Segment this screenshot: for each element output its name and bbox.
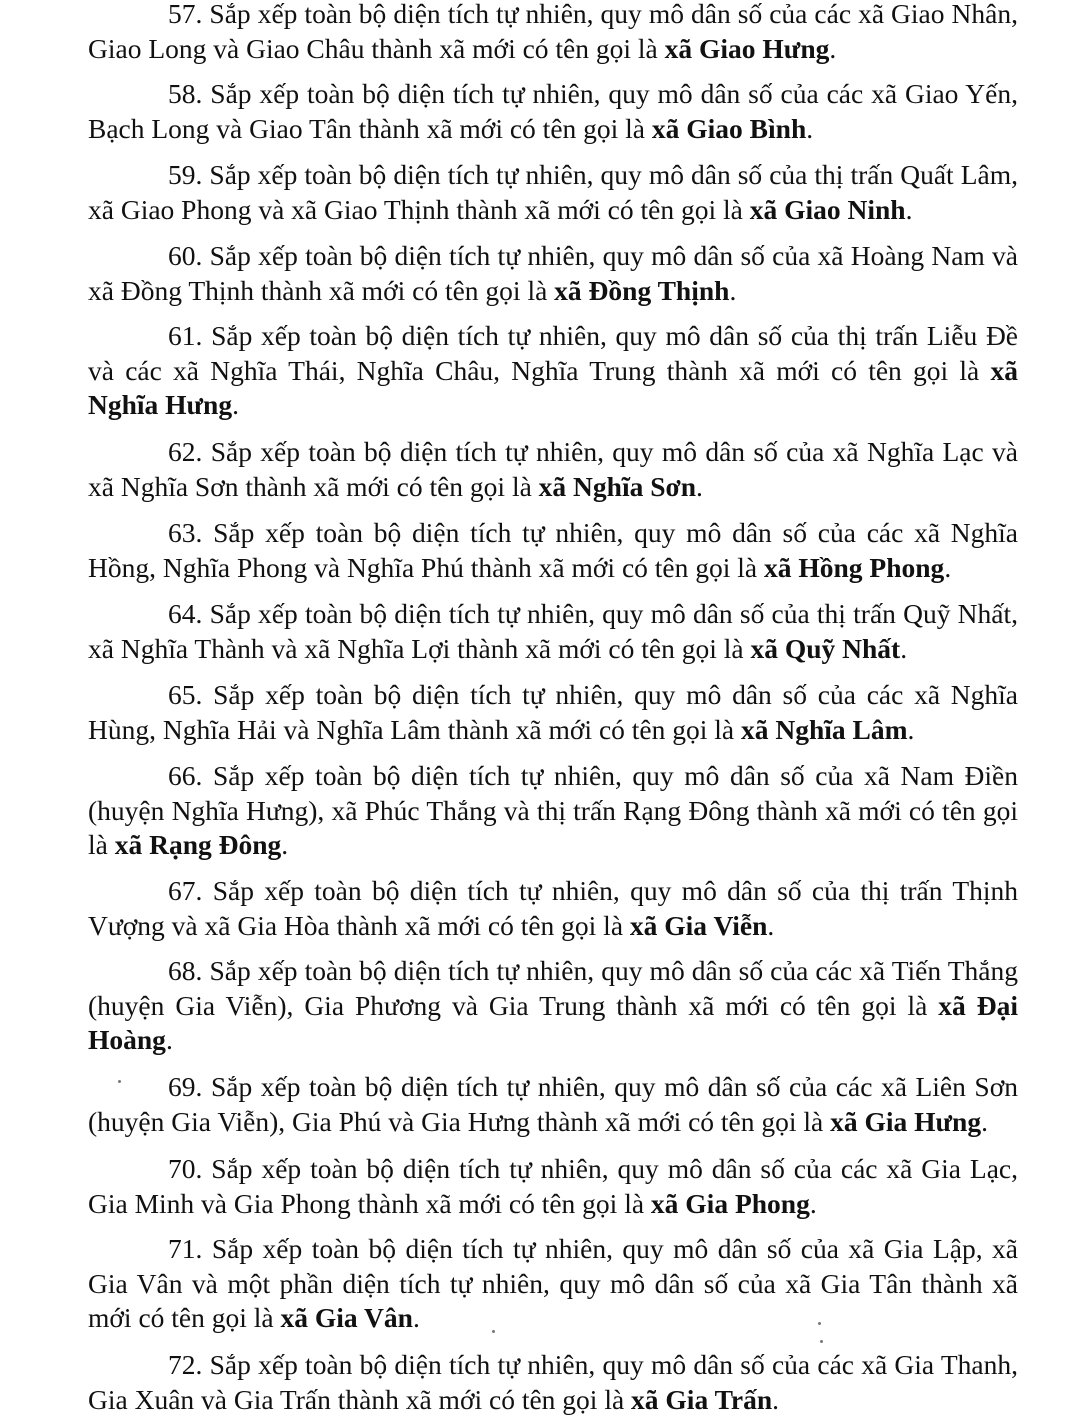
- paragraph-number: 72.: [168, 1349, 203, 1380]
- commune-name: xã Rạng Đông: [114, 829, 282, 860]
- commune-name: xã Nghĩa Sơn: [538, 470, 697, 502]
- paragraph-text: Sắp xếp toàn bộ diện tích tự nhiên, quy mô dân số của thị trấn Quỹ Nhất, xã Nghĩa Thành và xã Nghĩa Lợi thành xã mới có tên gọi là: [88, 598, 1019, 664]
- commune-name: xã Hồng Phong: [763, 551, 945, 583]
- paragraph-65: 65. Sắp xếp toàn bộ diện tích tự nhiên, quy mô dân số của các xã Nghĩa Hùng, Nghĩa Hải và Nghĩa Lâm thành xã mới có tên gọi là xã Nghĩa Lâm.: [88, 679, 1019, 745]
- paragraph-58: 58. Sắp xếp toàn bộ diện tích tự nhiên, quy mô dân số của các xã Giao Yến, Bạch Long và Giao Tân thành xã mới có tên gọi là xã Giao Bình.: [88, 78, 1019, 144]
- paragraph-59: 59. Sắp xếp toàn bộ diện tích tự nhiên, quy mô dân số của thị trấn Quất Lâm, xã Giao Phong và xã Giao Thịnh thành xã mới có tên gọi là xã Giao Ninh.: [88, 159, 1018, 225]
- scan-speck: [118, 1080, 121, 1083]
- paragraph-68: 68. Sắp xếp toàn bộ diện tích tự nhiên, quy mô dân số của các xã Tiến Thắng (huyện Gia Viễn), Gia Phương và Gia Trung thành xã mới có tên gọi là xã Đại Hoàng.: [88, 955, 1019, 1055]
- paragraph-62: 62. Sắp xếp toàn bộ diện tích tự nhiên, quy mô dân số của xã Nghĩa Lạc và xã Nghĩa Sơn thành xã mới có tên gọi là xã Nghĩa Sơn.: [88, 436, 1018, 502]
- paragraph-number: 58.: [168, 78, 203, 109]
- commune-name: xã Gia Trấn: [631, 1383, 773, 1415]
- paragraph-text: Sắp xếp toàn bộ diện tích tự nhiên, quy mô dân số của các xã Giao Nhân, Giao Long và Giao Châu thành xã mới có tên gọi là: [88, 0, 1018, 64]
- paragraph-text: Sắp xếp toàn bộ diện tích tự nhiên, quy mô dân số của thị trấn Thịnh Vượng và xã Gia Hòa thành xã mới có tên gọi là: [88, 875, 1019, 941]
- paragraph-text: Sắp xếp toàn bộ diện tích tự nhiên, quy mô dân số của các xã Giao Yến, Bạch Long và Giao Tân thành xã mới có tên gọi là: [88, 78, 1019, 144]
- commune-name: xã Đồng Thịnh: [554, 274, 730, 306]
- commune-name: xã Gia Viễn: [629, 909, 768, 941]
- paragraph-number: 71.: [168, 1233, 203, 1264]
- paragraph-number: 66.: [168, 760, 203, 791]
- paragraph-69: 69. Sắp xếp toàn bộ diện tích tự nhiên, quy mô dân số của các xã Liên Sơn (huyện Gia Viễn), Gia Phú và Gia Hưng thành xã mới có tên gọi là xã Gia Hưng.: [88, 1071, 1018, 1137]
- commune-name: xã Giao Bình: [651, 112, 807, 144]
- paragraph-text: Sắp xếp toàn bộ diện tích tự nhiên, quy mô dân số của các xã Liên Sơn (huyện Gia Viễn), Gia Phú và Gia Hưng thành xã mới có tên gọi là: [88, 1071, 1018, 1137]
- paragraph-number: 65.: [168, 679, 203, 710]
- paragraph-number: 61.: [168, 320, 203, 351]
- commune-name: xã Giao Ninh: [749, 193, 906, 225]
- commune-name: xã Đại Hoàng: [88, 989, 1019, 1055]
- paragraph-67: 67. Sắp xếp toàn bộ diện tích tự nhiên, quy mô dân số của thị trấn Thịnh Vượng và xã Gia Hòa thành xã mới có tên gọi là xã Gia Viễn.: [88, 875, 1019, 941]
- commune-name: xã Gia Vân: [280, 1302, 413, 1333]
- paragraph-number: 62.: [168, 436, 203, 467]
- paragraph-number: 63.: [168, 517, 203, 548]
- paragraph-60: 60. Sắp xếp toàn bộ diện tích tự nhiên, quy mô dân số của xã Hoàng Nam và xã Đồng Thịnh thành xã mới có tên gọi là xã Đồng Thịnh.: [88, 240, 1019, 306]
- commune-name: xã Gia Phong: [650, 1187, 810, 1219]
- paragraph-63: 63. Sắp xếp toàn bộ diện tích tự nhiên, quy mô dân số của các xã Nghĩa Hồng, Nghĩa Phong và Nghĩa Phú thành xã mới có tên gọi là xã Hồng Phong.: [88, 517, 1019, 583]
- paragraph-text: Sắp xếp toàn bộ diện tích tự nhiên, quy mô dân số của xã Nam Điền (huyện Nghĩa Hưng), xã Phúc Thắng và thị trấn Rạng Đông thành xã mới có tên gọi là: [88, 760, 1019, 860]
- paragraph-text: Sắp xếp toàn bộ diện tích tự nhiên, quy mô dân số của các xã Tiến Thắng (huyện Gia Viễn), Gia Phương và Gia Trung thành xã mới có tên gọi là: [88, 955, 1019, 1021]
- paragraph-text: Sắp xếp toàn bộ diện tích tự nhiên, quy mô dân số của thị trấn Liễu Đề và các xã Nghĩa Thái, Nghĩa Châu, Nghĩa Trung thành xã mới có tên gọi là: [88, 320, 1019, 386]
- scan-speck: [818, 1322, 821, 1325]
- commune-name: xã Nghĩa Hưng: [88, 354, 1018, 420]
- paragraph-61: 61. Sắp xếp toàn bộ diện tích tự nhiên, quy mô dân số của thị trấn Liễu Đề và các xã Nghĩa Thái, Nghĩa Châu, Nghĩa Trung thành xã mới có tên gọi là xã Nghĩa Hưng.: [88, 320, 1019, 420]
- commune-name: xã Quỹ Nhất: [750, 632, 901, 664]
- paragraph-text: Sắp xếp toàn bộ diện tích tự nhiên, quy mô dân số của xã Nghĩa Lạc và xã Nghĩa Sơn thành xã mới có tên gọi là: [88, 436, 1018, 502]
- paragraph-70: 70. Sắp xếp toàn bộ diện tích tự nhiên, quy mô dân số của các xã Gia Lạc, Gia Minh và Gia Phong thành xã mới có tên gọi là xã Gia Phong.: [88, 1153, 1018, 1219]
- paragraph-64: 64. Sắp xếp toàn bộ diện tích tự nhiên, quy mô dân số của thị trấn Quỹ Nhất, xã Nghĩa Thành và xã Nghĩa Lợi thành xã mới có tên gọi là xã Quỹ Nhất.: [88, 598, 1019, 664]
- paragraph-number: 70.: [168, 1153, 203, 1184]
- paragraph-71: 71. Sắp xếp toàn bộ diện tích tự nhiên, quy mô dân số của xã Gia Lập, xã Gia Vân và một phần diện tích tự nhiên, quy mô dân số của xã Gia Tân thành xã mới có tên gọi là xã Gia Vân.: [88, 1233, 1019, 1333]
- paragraph-72: 72. Sắp xếp toàn bộ diện tích tự nhiên, quy mô dân số của các xã Gia Thanh, Gia Xuân và Gia Trấn thành xã mới có tên gọi là xã Gia Trấn.: [88, 1349, 1018, 1415]
- paragraph-number: 59.: [168, 159, 203, 190]
- paragraph-number: 64.: [168, 598, 203, 629]
- paragraph-number: 60.: [168, 240, 203, 271]
- paragraph-text: Sắp xếp toàn bộ diện tích tự nhiên, quy mô dân số của các xã Gia Thanh, Gia Xuân và Gia Trấn thành xã mới có tên gọi là: [88, 1349, 1018, 1415]
- paragraph-57: 57. Sắp xếp toàn bộ diện tích tự nhiên, quy mô dân số của các xã Giao Nhân, Giao Long và Giao Châu thành xã mới có tên gọi là xã Giao Hưng.: [88, 0, 1018, 64]
- commune-name: xã Giao Hưng: [664, 32, 830, 64]
- paragraph-text: Sắp xếp toàn bộ diện tích tự nhiên, quy mô dân số của các xã Gia Lạc, Gia Minh và Gia Phong thành xã mới có tên gọi là: [88, 1153, 1018, 1219]
- paragraph-text: Sắp xếp toàn bộ diện tích tự nhiên, quy mô dân số của thị trấn Quất Lâm, xã Giao Phong và xã Giao Thịnh thành xã mới có tên gọi là: [88, 159, 1018, 225]
- paragraph-text: Sắp xếp toàn bộ diện tích tự nhiên, quy mô dân số của xã Hoàng Nam và xã Đồng Thịnh thành xã mới có tên gọi là: [88, 240, 1019, 306]
- paragraph-text: Sắp xếp toàn bộ diện tích tự nhiên, quy mô dân số của các xã Nghĩa Hồng, Nghĩa Phong và Nghĩa Phú thành xã mới có tên gọi là: [88, 517, 1019, 583]
- commune-name: xã Gia Hưng: [830, 1105, 982, 1137]
- paragraph-number: 57.: [168, 0, 203, 29]
- scan-speck: [492, 1330, 495, 1333]
- paragraph-number: 68.: [168, 955, 203, 986]
- paragraph-number: 69.: [168, 1071, 203, 1102]
- commune-name: xã Nghĩa Lâm: [741, 713, 908, 745]
- paragraph-number: 67.: [168, 875, 203, 906]
- paragraph-text: Sắp xếp toàn bộ diện tích tự nhiên, quy mô dân số của các xã Nghĩa Hùng, Nghĩa Hải và Nghĩa Lâm thành xã mới có tên gọi là: [88, 679, 1019, 745]
- scan-speck: [820, 1340, 823, 1343]
- paragraph-66: 66. Sắp xếp toàn bộ diện tích tự nhiên, quy mô dân số của xã Nam Điền (huyện Nghĩa Hưng), xã Phúc Thắng và thị trấn Rạng Đông thành xã mới có tên gọi là xã Rạng Đông.: [88, 760, 1019, 860]
- paragraph-text: Sắp xếp toàn bộ diện tích tự nhiên, quy mô dân số của xã Gia Lập, xã Gia Vân và một phần diện tích tự nhiên, quy mô dân số của xã Gia Tân thành xã mới có tên gọi là: [88, 1233, 1019, 1333]
